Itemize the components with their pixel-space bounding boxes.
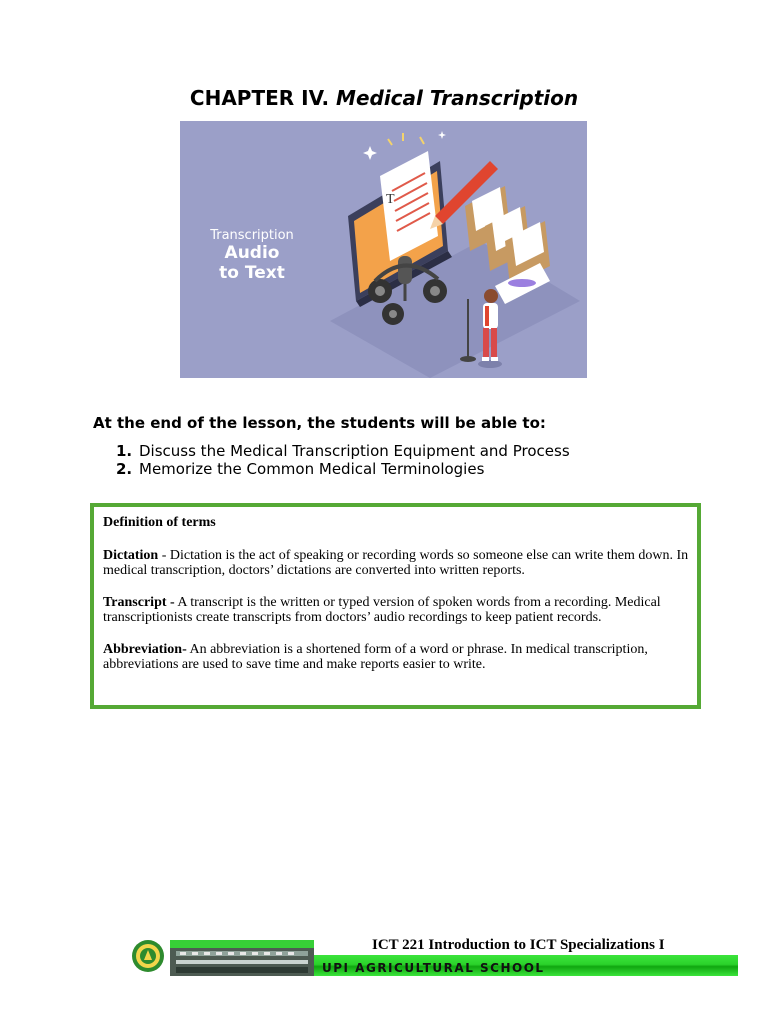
school-photo	[170, 940, 314, 976]
chapter-title	[0, 86, 768, 110]
definition-term: Dictation	[103, 548, 159, 563]
hero-caption-line1: Transcription	[210, 228, 294, 243]
objective-number: 1.	[116, 442, 133, 460]
objectives-list	[116, 442, 570, 478]
course-title: ICT 221 Introduction to ICT Specializations I	[372, 937, 665, 953]
hero-caption-line3: to Text	[219, 263, 285, 283]
objective-text: Discuss the Medical Transcription Equipment and Process	[139, 442, 570, 460]
hero-illustration	[180, 121, 587, 378]
objective-text: Memorize the Common Medical Terminologies	[139, 460, 485, 478]
hero-caption	[202, 228, 302, 283]
definition-item	[103, 642, 689, 672]
objective-item	[116, 442, 570, 460]
definition-item	[103, 595, 689, 625]
objective-item	[116, 460, 570, 478]
chapter-title-prefix: CHAPTER IV.	[189, 86, 330, 110]
school-seal-icon	[131, 938, 165, 974]
definition-item	[103, 548, 689, 578]
hero-caption-line2: Audio	[224, 243, 280, 263]
definition-separator: -	[158, 548, 170, 563]
definitions-box	[90, 503, 701, 709]
objective-number: 2.	[116, 460, 133, 478]
school-name: UPI AGRICULTURAL SCHOOL	[322, 961, 545, 975]
definition-term: Abbreviation-	[103, 642, 187, 657]
svg-text:T: T	[386, 192, 395, 207]
chapter-title-subject: Medical Transcription	[336, 86, 579, 110]
definitions-title: Definition of terms	[103, 515, 216, 530]
objectives-heading: At the end of the lesson, the students will be able to:	[93, 414, 546, 432]
definition-text: A transcript is the written or typed version of spoken words from a recording. Medical transcriptionists create transcripts from doctors’ audio recordings to keep patient records.	[103, 595, 661, 625]
definition-text: Dictation is the act of speaking or recording words so someone else can write them down. In medical transcription, doctors’ dictations are converted into written reports.	[103, 548, 689, 578]
definition-text: An abbreviation is a shortened form of a word or phrase. In medical transcription, abbreviations are used to save time and make reports easier to write.	[103, 642, 648, 672]
definition-term: Transcript -	[103, 595, 175, 610]
